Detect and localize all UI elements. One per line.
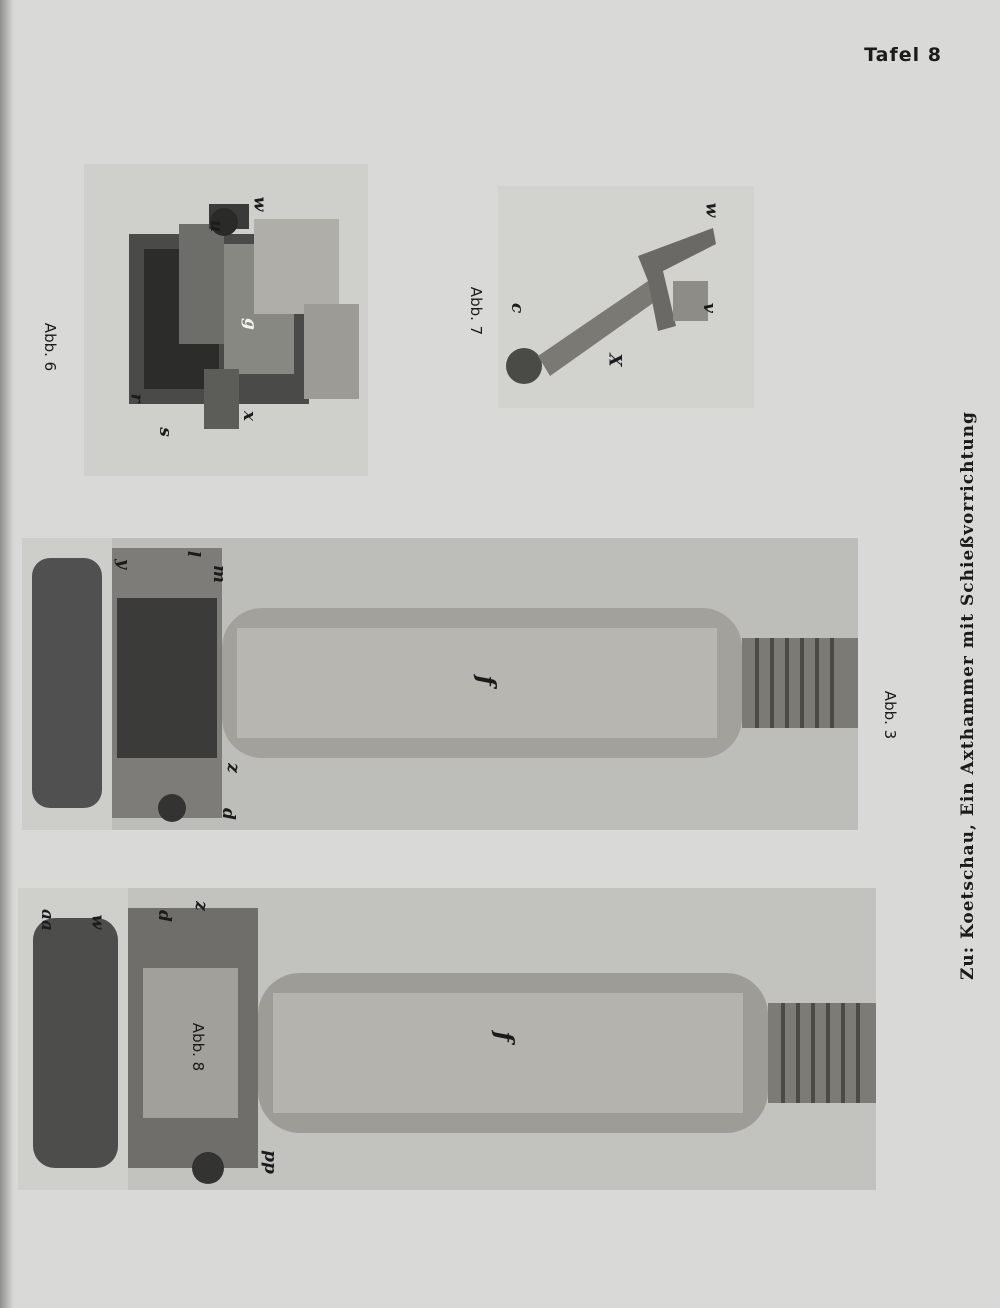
label-u: u	[206, 219, 227, 233]
page-binding-edge	[0, 0, 14, 1308]
label-f: f	[472, 675, 502, 686]
label-v: v	[698, 303, 719, 313]
plate-caption: Zu: Koetschau, Ein Axthammer mit Schießvorrichtung	[958, 411, 978, 980]
label-c: c	[507, 302, 528, 314]
label-d8: d	[153, 910, 174, 922]
label-y: y	[112, 559, 133, 569]
photo-abb6	[84, 164, 368, 476]
label-r: r	[126, 393, 147, 403]
caption-abb6: Abb. 6	[41, 322, 60, 372]
caption-abb8: Abb. 8	[189, 1022, 208, 1072]
label-s: s	[154, 427, 175, 437]
abb7-hammer-part-image	[498, 186, 754, 408]
photo-abb3	[22, 538, 858, 830]
label-w8: w	[87, 914, 108, 930]
abb3-axehammer-image	[22, 538, 858, 830]
label-X7: X	[604, 353, 625, 367]
label-z8: z	[190, 901, 211, 911]
abb8-axehammer-image	[18, 888, 876, 1190]
caption-abb7: Abb. 7	[467, 286, 486, 336]
label-pp: pp	[259, 1150, 280, 1174]
label-d: d	[217, 808, 238, 820]
label-g: g	[239, 318, 260, 330]
label-l: l	[183, 550, 204, 558]
photo-abb7	[498, 186, 754, 408]
label-f8: f	[490, 1031, 520, 1042]
label-z: z	[222, 763, 243, 773]
plate-number: Tafel 8	[864, 44, 942, 66]
photo-abb8	[18, 888, 876, 1190]
caption-abb3: Abb. 3	[881, 690, 900, 740]
label-w7: w	[701, 202, 722, 218]
label-x: x	[239, 410, 260, 422]
label-aa: aa	[37, 908, 58, 932]
abb6-mechanism-image	[84, 164, 368, 476]
label-m: m	[209, 565, 229, 583]
label-w: w	[249, 196, 270, 212]
